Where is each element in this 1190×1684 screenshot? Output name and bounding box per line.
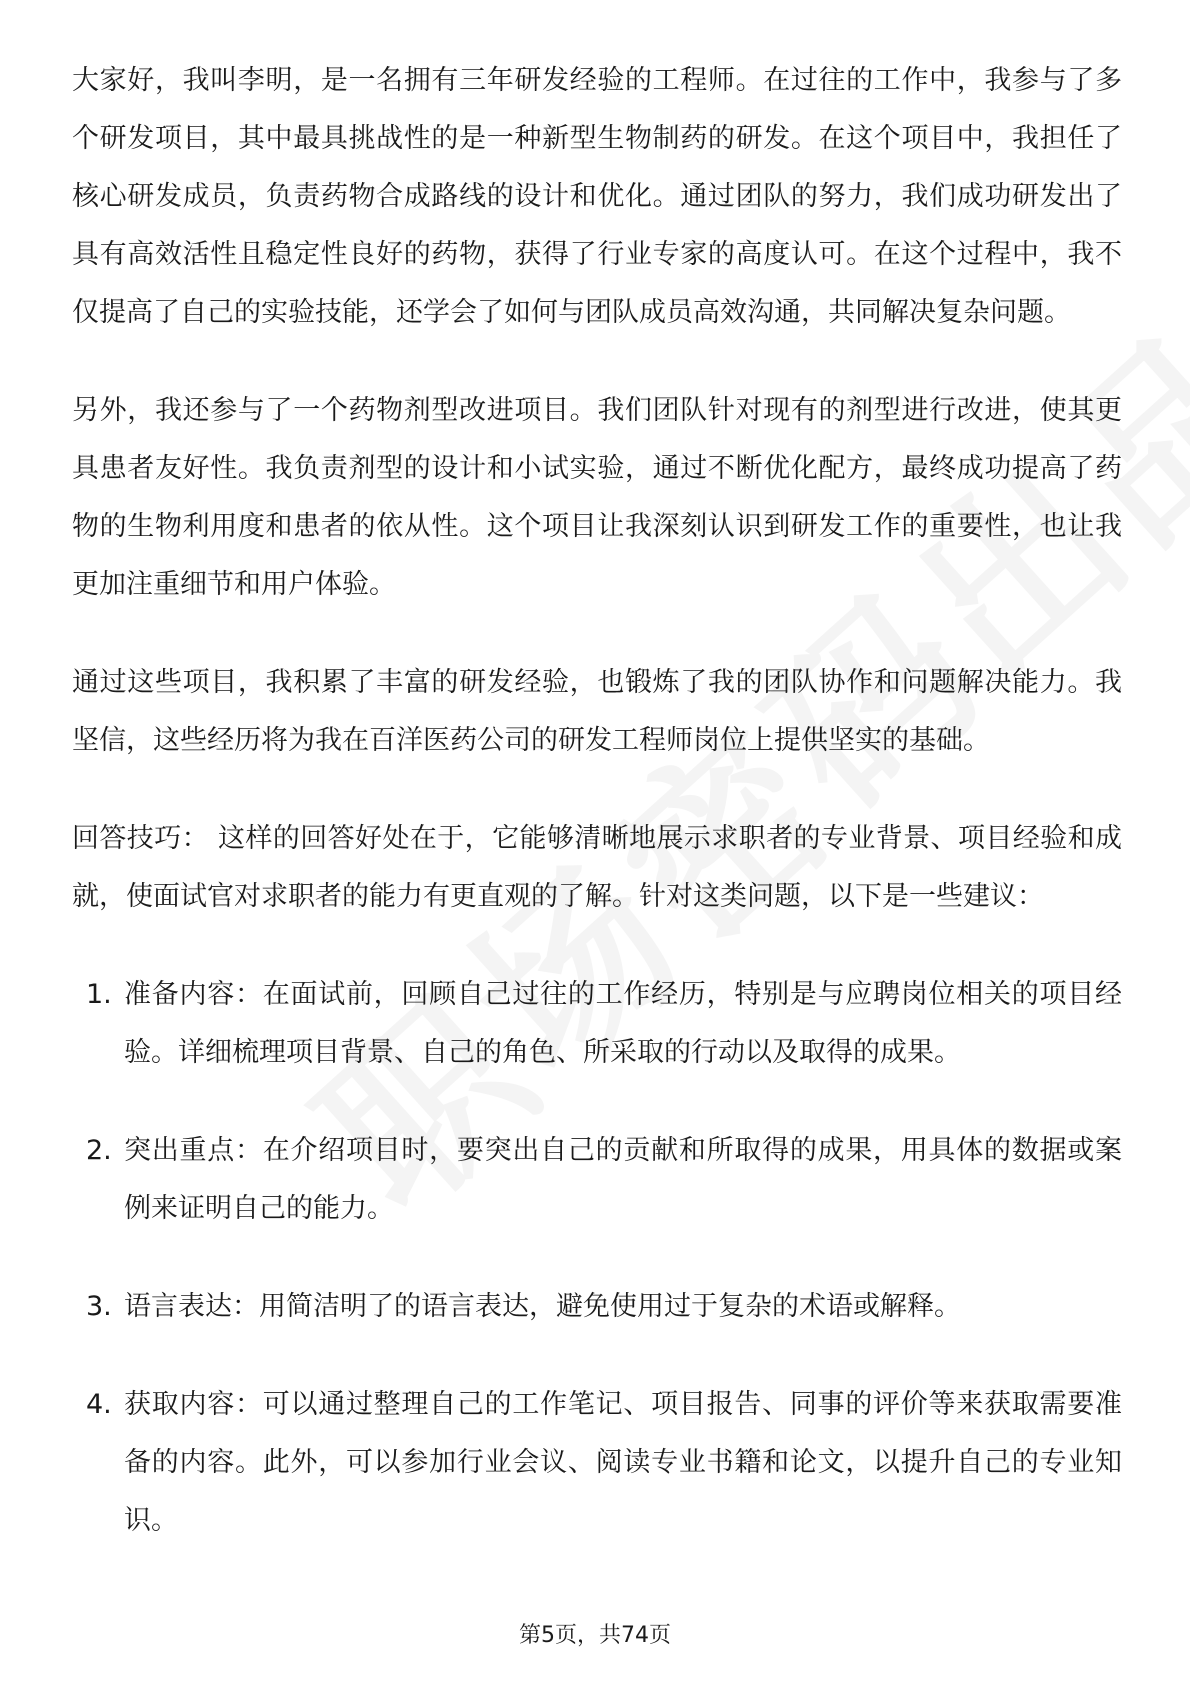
paragraph-self-intro: 大家好，我叫李明，是一名拥有三年研发经验的工程师。在过往的工作中，我参与了多个研发项目，其中最具挑战性的是一种新型生物制药的研发。在这个项目中，我担任了核心研发成员，负责药物合成路线的设计和优化。通过团队的努力，我们成功研发出了具有高效活性且稳定性良好的药物，获得了行业专家的高度认可。在这个过程中，我不仅提高了自己的实验技能，还学会了如何与团队成员高效沟通，共同解决复杂问题。 xyxy=(72,65,1122,328)
list-item-text: 突出重点：在介绍项目时，要突出自己的贡献和所取得的成果，用具体的数据或案例来证明自己的能力。 xyxy=(124,1135,1122,1224)
page-number-footer: 第5页，共74页 xyxy=(519,1623,671,1648)
paragraph-dosage-project: 另外，我还参与了一个药物剂型改进项目。我们团队针对现有的剂型进行改进，使其更具患者友好性。我负责剂型的设计和小试实验，通过不断优化配方，最终成功提高了药物的生物利用度和患者的依从性。这个项目让我深刻认识到研发工作的重要性，也让我更加注重细节和用户体验。 xyxy=(72,395,1122,600)
paragraph-answer-tips: 回答技巧： 这样的回答好处在于，它能够清晰地展示求职者的专业背景、项目经验和成就，使面试官对求职者的能力有更直观的了解。针对这类问题，以下是一些建议： xyxy=(72,823,1122,912)
list-item-text: 获取内容：可以通过整理自己的工作笔记、项目报告、同事的评价等来获取需要准备的内容。此外，可以参加行业会议、阅读专业书籍和论文，以提升自己的专业知识。 xyxy=(124,1389,1122,1536)
list-item xyxy=(72,966,1122,1082)
list-item-number: 1. xyxy=(86,979,112,1010)
list-item-number: 4. xyxy=(86,1389,112,1420)
list-item xyxy=(72,1122,1122,1238)
list-item-text: 语言表达：用简洁明了的语言表达，避免使用过于复杂的术语或解释。 xyxy=(124,1291,961,1322)
list-item-number: 2. xyxy=(86,1135,112,1166)
list-item-text: 准备内容：在面试前，回顾自己过往的工作经历，特别是与应聘岗位相关的项目经验。详细梳理项目背景、自己的角色、所采取的行动以及取得的成果。 xyxy=(124,979,1122,1068)
document-body xyxy=(72,52,1122,1590)
list-item xyxy=(72,1376,1122,1550)
list-item xyxy=(72,1278,1122,1336)
tips-list xyxy=(72,966,1122,1550)
paragraph-summary: 通过这些项目，我积累了丰富的研发经验，也锻炼了我的团队协作和问题解决能力。我坚信，这些经历将为我在百洋医药公司的研发工程师岗位上提供坚实的基础。 xyxy=(72,667,1122,756)
list-item-number: 3. xyxy=(86,1291,112,1322)
